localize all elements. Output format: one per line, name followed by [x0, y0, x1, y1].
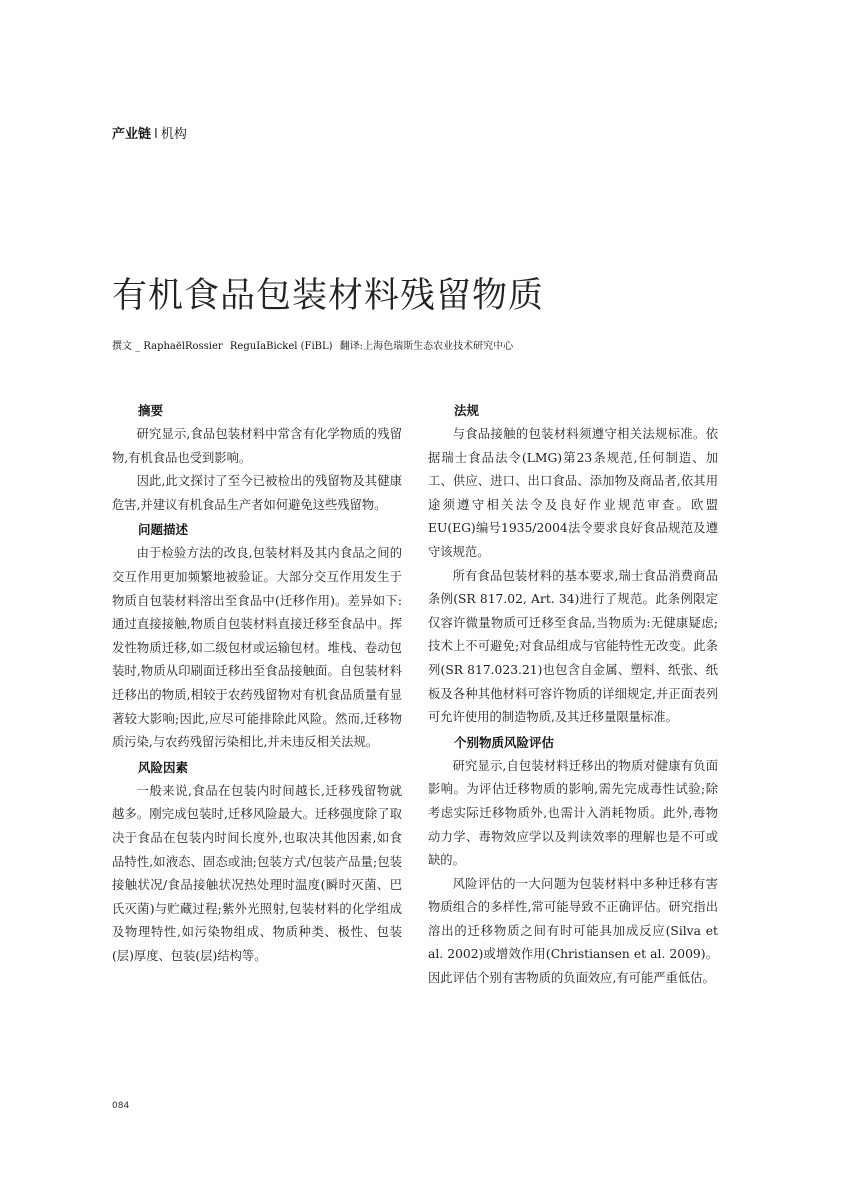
problem-heading: 问题描述 — [138, 522, 189, 538]
abstract-heading: 摘要 — [138, 403, 164, 418]
section-separator: I — [154, 127, 158, 142]
regulation-paragraph-1: 与食品接触的包装材料须遵守相关法规标准。依据瑞士食品法令(LMG)第23条规范,任何制造、加工、供应、进口、出口食品、添加物及商品者,依其用途须遵守相关法令及良好作业规范审查。欧盟EU(EG)编号1935/2004法令要求良好食品规范及遵守该规范。 — [428, 427, 718, 559]
section-label — [112, 123, 187, 142]
assessment-paragraph-1: 研究显示,自包装材料迁移出的物质对健康有负面影响。为评估迁移物质的影响,需先完成毒性试验;除考虑实际迁移物质外,也需计入消耗物质。此外,毒物动力学、毒物效应学以及判读效率的理解也是不可或缺的。 — [428, 758, 718, 868]
byline — [112, 337, 517, 352]
assessment-heading: 个别物质风险评估 — [454, 734, 555, 750]
risk-heading: 风险因素 — [138, 759, 189, 775]
regulation-heading: 法规 — [454, 403, 480, 418]
regulation-paragraph-2: 所有食品包装材料的基本要求,瑞士食品消费商品条例(SR 817.02, Art. 34)进行了规范。此条例限定仅容许微量物质可迁移至食品,当物质为:无健康疑虑;技术上不可避免;对食品组成与官能特性无改变。此条列(SR 817.023.21)也包含自金属、塑料、纸张、纸板及各种其他材料可容许物质的详细规定,并正面表列可允许使用的制造物质,及其迁移量限量标准。 — [428, 568, 718, 725]
section-name: 产业链 — [112, 127, 152, 142]
left-column — [112, 398, 402, 968]
byline-translator: 翻译:上海色瑞斯生态农业技术研究中心 — [339, 341, 514, 352]
page-number: 084 — [112, 1101, 130, 1111]
article-title: 有机食品包装材料残留物质 — [112, 276, 545, 316]
risk-paragraph: 一般来说,食品在包装内时间越长,迁移残留物就越多。刚完成包装时,迁移风险最大。迁移强度除了取决于食品在包装内时间长度外,也取决其他因素,如食品特性,如液态、固态或油;包装方式/包装产品量;包装接触状况/食品接触状况热处理时温度(瞬时灭菌、巴氏灭菌)与贮藏过程;紫外光照射,包装材料的化学组成及物理特性,如污染物组成、物质种类、极性、包装(层)厚度、包装(层)结构等。 — [112, 783, 402, 963]
assessment-paragraph-2: 风险评估的一大问题为包装材料中多种迁移有害物质组合的多样性,常可能导致不正确评估。研究指出溶出的迁移物质之间有时可能具加成反应(Silva et al. 2002)或增效作用(Christiansen et al. 2009)。因此评估个别有害物质的负面效应,有可能严重低估。 — [428, 876, 718, 986]
byline-author2: ReguIaBickel (FiBL) — [229, 341, 333, 352]
problem-paragraph: 由于检验方法的改良,包装材料及其内食品之间的交互作用更加频繁地被验证。大部分交互作用发生于物质自包装材料溶出至食品中(迁移作用)。差异如下:通过直接接触,物质自包装材料直接迁移至食品中。挥发性物质迁移,如二级包材或运输包材。堆栈、卷动包装时,物质从印刷面迁移出至食品接触面。自包装材料迁移出的物质,相较于农药残留物对有机食品质量有显著较大影响;因此,应尽可能排除此风险。然而,迁移物质污染,与农药残留污染相比,并未违反相关法规。 — [112, 546, 402, 750]
subsection-name: 机构 — [160, 127, 187, 142]
byline-author1: 撰文 _ RaphaëlRossier — [112, 341, 223, 352]
abstract-paragraph-1: 研究显示,食品包装材料中常含有化学物质的残留物,有机食品也受到影响。 — [112, 427, 402, 465]
abstract-paragraph-2: 因此,此文探讨了至今已被检出的残留物及其健康危害,并建议有机食品生产者如何避免这些残留物。 — [112, 474, 402, 512]
right-column — [428, 398, 718, 991]
